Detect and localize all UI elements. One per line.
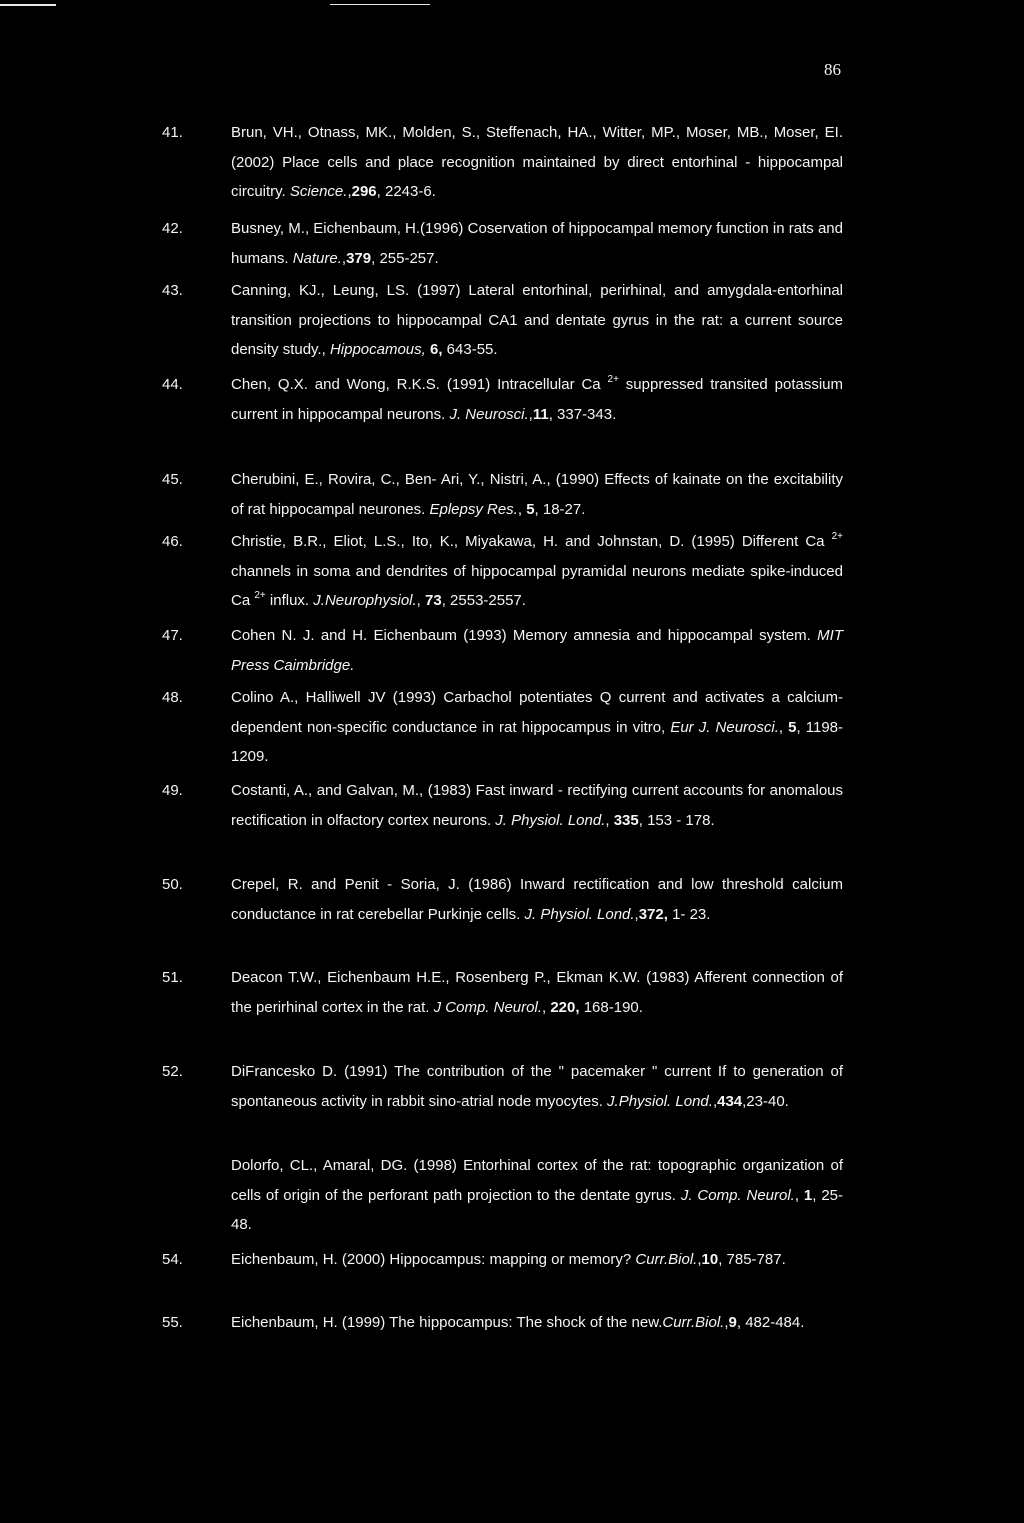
reference-segment: Costanti, A., and Galvan, M., (1983) Fast inward - rectifying current accounts for anomalous rectification in olfactory cortex neurons.	[231, 782, 843, 829]
journal-name: J.Neurophysiol.	[313, 592, 417, 609]
journal-name: J. Comp. Neurol.	[680, 1186, 795, 1204]
reference-segment: Cohen N. J. and H. Eichenbaum (1993) Memory amnesia and hippocampal system.	[231, 627, 818, 644]
reference-segment: ,	[712, 1092, 718, 1110]
reference-text	[231, 214, 843, 273]
reference-segment: 1- 23.	[667, 905, 711, 923]
journal-name: Nature.	[292, 249, 342, 267]
reference-segment: suppressed transited potassium current in hippocampal neurons.	[231, 376, 843, 423]
volume-number: 1	[803, 1186, 813, 1204]
volume-number: 335	[613, 811, 639, 829]
volume-number: 5	[526, 500, 535, 518]
volume-number: 73	[425, 592, 442, 609]
journal-name: MIT Press Caimbridge.	[231, 627, 843, 674]
reference-segment: Cherubini, E., Rovira, C., Ben- Ari, Y., Nistri, A., (1990) Effects of kainate on the excitability of rat hippocampal neurones.	[231, 471, 843, 518]
reference-number: 54.	[162, 1251, 183, 1268]
reference-segment: ,	[541, 998, 551, 1016]
reference-segment: ,	[341, 249, 347, 267]
reference-number: 43.	[162, 282, 183, 299]
journal-name: J.Physiol. Lond.	[607, 1092, 713, 1110]
reference-segment: 168-190.	[579, 998, 643, 1016]
reference-text	[231, 776, 843, 835]
reference-number: 46.	[162, 533, 183, 550]
volume-number: 434	[717, 1092, 743, 1110]
journal-name: J. Physiol. Lond.	[495, 811, 606, 829]
reference-segment: Christie, B.R., Eliot, L.S., Ito, K., Miyakawa, H. and Johnstan, D. (1995) Different Ca	[231, 533, 832, 550]
reference-text	[231, 276, 843, 365]
reference-number: 50.	[162, 876, 183, 893]
volume-number: 220,	[550, 998, 580, 1016]
journal-name: Eplepsy Res.	[429, 500, 518, 518]
reference-segment: Colino A., Halliwell JV (1993) Carbachol potentiates Q current and activates a calcium-dependent non-specific conductance in rat hippocampus in vitro,	[231, 689, 843, 736]
reference-text	[231, 370, 843, 429]
reference-segment: , 25-48.	[231, 1186, 843, 1233]
volume-number: 296	[351, 183, 377, 200]
reference-segment: influx.	[265, 592, 314, 609]
volume-number: 379	[346, 249, 372, 267]
volume-number: 9	[728, 1314, 737, 1331]
reference-segment: Busney, M., Eichenbaum, H.(1996) Coservation of hippocampal memory function in rats and humans.	[231, 220, 843, 267]
journal-name: J Comp. Neurol.	[433, 998, 542, 1016]
reference-text	[231, 870, 843, 929]
reference-text	[231, 621, 843, 680]
superscript-charge: 2+	[831, 531, 843, 542]
volume-number: 5	[788, 718, 797, 736]
reference-text	[231, 1245, 843, 1275]
reference-segment: ,	[416, 592, 426, 609]
reference-segment: , 2243-6.	[376, 183, 436, 200]
reference-text	[231, 1057, 843, 1116]
reference-number: 47.	[162, 627, 183, 644]
reference-segment: ,	[517, 500, 527, 518]
reference-segment: , 2553-2557.	[441, 592, 526, 609]
reference-segment: ,	[528, 405, 533, 423]
reference-segment: channels in soma and dendrites of hippocampal pyramidal neurons mediate spike-induced Ca	[231, 562, 843, 609]
reference-segment: Chen, Q.X. and Wong, R.K.S. (1991) Intracellular Ca	[231, 376, 608, 393]
reference-number: 42.	[162, 220, 183, 237]
superscript-charge: 2+	[254, 590, 266, 601]
reference-segment: ,	[724, 1314, 729, 1331]
reference-segment: DiFrancesko D. (1991) The contribution of the " pacemaker " current If to generation of spontaneous activity in rabbit sino-atrial node myocytes.	[231, 1063, 843, 1110]
reference-text	[231, 118, 843, 207]
reference-segment: Brun, VH., Otnass, MK., Molden, S., Steffenach, HA., Witter, MP., Moser, MB., Moser, EI. (2002) Place cells and place recognition maintained by direct entorhinal - hippocampal circuitry.	[231, 124, 843, 200]
reference-segment: ,	[605, 811, 614, 829]
reference-segment: , 255-257.	[371, 249, 439, 267]
reference-number: 49.	[162, 782, 183, 799]
reference-text	[231, 527, 843, 616]
reference-segment: , 18-27.	[534, 500, 586, 518]
reference-text	[231, 465, 843, 524]
reference-segment: ,23-40.	[742, 1092, 789, 1110]
reference-number: 45.	[162, 471, 183, 488]
reference-text	[231, 1151, 843, 1240]
reference-number: 48.	[162, 689, 183, 706]
reference-segment: ,	[794, 1186, 804, 1204]
reference-segment: Dolorfo, CL., Amaral, DG. (1998) Entorhinal cortex of the rat: topographic organization of cells of origin of the perforant path projection to the dentate gyrus.	[231, 1157, 843, 1204]
reference-number: 55.	[162, 1314, 183, 1331]
page-number: 86	[824, 60, 841, 79]
reference-text	[231, 963, 843, 1022]
reference-segment: ,	[778, 718, 789, 736]
reference-number: 51.	[162, 969, 183, 986]
reference-segment: Canning, KJ., Leung, LS. (1997) Lateral entorhinal, perirhinal, and amygdala-entorhinal transition projections to hippocampal CA1 and dentate gyrus in the rat: a current source density study.,	[231, 282, 843, 358]
journal-name: Curr.Biol.	[662, 1314, 725, 1331]
volume-number: 11	[532, 405, 549, 423]
reference-number: 52.	[162, 1063, 183, 1080]
reference-segment: , 785-787.	[718, 1251, 786, 1268]
reference-text	[231, 683, 843, 772]
journal-name: Science.	[289, 183, 348, 200]
volume-number: 6,	[430, 341, 443, 358]
reference-segment: , 153 - 178.	[638, 811, 715, 829]
volume-number: 372,	[638, 905, 668, 923]
journal-name: J. Physiol. Lond.	[524, 905, 635, 923]
journal-name: J. Neurosci.	[449, 405, 529, 423]
reference-segment: ,	[634, 905, 639, 923]
journal-name: Curr.Biol.	[635, 1251, 698, 1268]
reference-segment: , 482-484.	[736, 1314, 805, 1331]
reference-number: 44.	[162, 376, 183, 393]
reference-segment: 643-55.	[442, 341, 498, 358]
reference-segment: Eichenbaum, H. (2000) Hippocampus: mapping or memory?	[231, 1251, 636, 1268]
reference-segment: ,	[347, 183, 352, 200]
reference-segment: Eichenbaum, H. (1999) The hippocampus: The shock of the new.	[231, 1314, 663, 1331]
reference-segment: , 1198-1209.	[231, 718, 843, 765]
reference-number: 41.	[162, 124, 183, 141]
reference-segment: Deacon T.W., Eichenbaum H.E., Rosenberg P., Ekman K.W. (1983) Afferent connection of the perirhinal cortex in the rat.	[231, 969, 843, 1016]
superscript-charge: 2+	[607, 374, 619, 385]
journal-name: Eur J. Neurosci.	[670, 718, 779, 736]
reference-segment: ,	[697, 1251, 702, 1268]
journal-name: Hippocamous,	[329, 341, 426, 358]
reference-segment: , 337-343.	[548, 405, 617, 423]
reference-text	[231, 1308, 843, 1338]
volume-number: 10	[701, 1251, 719, 1268]
reference-segment: Crepel, R. and Penit - Soria, J. (1986) Inward rectification and low threshold calcium conductance in rat cerebellar Purkinje cells.	[231, 876, 843, 923]
